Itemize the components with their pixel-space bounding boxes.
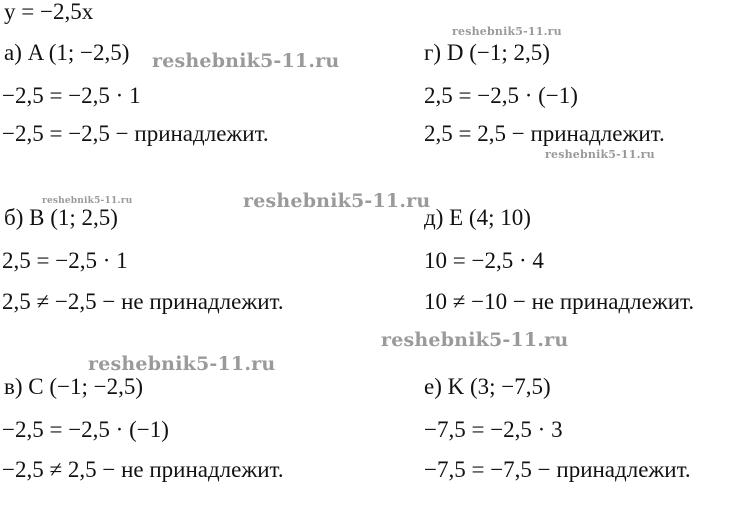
block-b-label: б) B (1; 2,5) <box>4 205 118 230</box>
block-g-line2: 2,5 = 2,5 − принадлежит. <box>424 121 665 146</box>
watermark: reshebnik5-11.ru <box>243 190 431 212</box>
block-g-line1: 2,5 = −2,5 · (−1) <box>424 83 578 108</box>
block-b-line1: 2,5 = −2,5 · 1 <box>2 248 128 273</box>
block-a-label: а) A (1; −2,5) <box>4 40 130 65</box>
equation-heading: y = −2,5x <box>4 0 94 24</box>
watermark: reshebnik5-11.ru <box>452 25 562 38</box>
block-v-label: в) C (−1; −2,5) <box>4 374 144 399</box>
block-a-line2: −2,5 = −2,5 − принадлежит. <box>2 121 269 146</box>
block-d-line1: 10 = −2,5 · 4 <box>424 248 544 273</box>
block-e-label: е) K (3; −7,5) <box>424 374 551 399</box>
watermark: reshebnik5-11.ru <box>42 196 133 206</box>
watermark: reshebnik5-11.ru <box>545 148 655 161</box>
block-g-label: г) D (−1; 2,5) <box>424 40 550 65</box>
watermark: reshebnik5-11.ru <box>152 50 340 72</box>
block-e-line1: −7,5 = −2,5 · 3 <box>424 417 563 442</box>
block-v-line2: −2,5 ≠ 2,5 − не принадлежит. <box>2 457 284 482</box>
block-d-line2: 10 ≠ −10 − не принадлежит. <box>424 289 695 314</box>
block-b-line2: 2,5 ≠ −2,5 − не принадлежит. <box>2 289 284 314</box>
block-e-line2: −7,5 = −7,5 − принадлежит. <box>424 457 691 482</box>
block-v-line1: −2,5 = −2,5 · (−1) <box>2 417 169 442</box>
block-a-line1: −2,5 = −2,5 · 1 <box>2 83 141 108</box>
watermark: reshebnik5-11.ru <box>381 329 569 351</box>
watermark: reshebnik5-11.ru <box>88 353 276 375</box>
block-d-label: д) E (4; 10) <box>424 205 531 230</box>
